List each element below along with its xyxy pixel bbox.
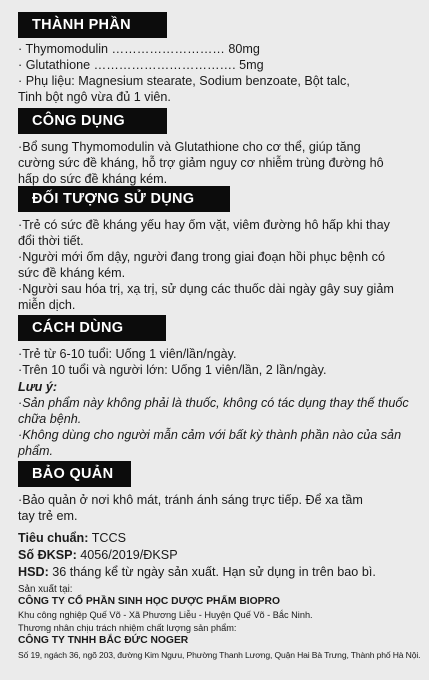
- target-line: ·Người sau hóa trị, xạ trị, sử dụng các thuốc dài ngày gây suy giảm: [18, 282, 394, 296]
- storage-line: ·Bảo quản ở nơi khô mát, tránh ánh sáng trực tiếp. Để xa tầm: [18, 493, 363, 507]
- ingredient-line: · Phụ liệu: Magnesium stearate, Sodium benzoate, Bột talc,: [18, 74, 350, 88]
- dosage-line: ·Trẻ từ 6-10 tuổi: Uống 1 viên/lần/ngày.: [18, 347, 237, 361]
- ingredient-line: · Glutathione ……………………………. 5mg: [18, 58, 264, 72]
- expiry-label: HSD:: [18, 565, 49, 579]
- trader-name: CÔNG TY TNHH BẮC ĐỨC NOGER: [18, 635, 189, 646]
- section-header-doi-tuong: ĐỐI TƯỢNG SỬ DỤNG: [18, 186, 230, 212]
- manufactured-at-label: Sản xuất tại:: [18, 584, 73, 595]
- usage-line: hấp do sức đề kháng kém.: [18, 172, 168, 186]
- dosage-line: ·Trên 10 tuổi và người lớn: Uống 1 viên/lần, 2 lần/ngày.: [18, 363, 327, 377]
- expiry-row: [18, 564, 376, 580]
- standard-label: Tiêu chuẩn:: [18, 531, 89, 545]
- target-line: sức đề kháng kém.: [18, 266, 126, 280]
- target-line: ·Người mới ốm dậy, người đang trong giai đoạn hồi phục bệnh có: [18, 250, 385, 264]
- target-line: miễn dịch.: [18, 298, 76, 312]
- caution-label: Lưu ý:: [18, 380, 58, 394]
- caution-line: phẩm.: [18, 444, 54, 458]
- target-line: đổi thời tiết.: [18, 234, 84, 248]
- registration-value: 4056/2019/ĐKSP: [76, 548, 178, 562]
- storage-line: tay trẻ em.: [18, 509, 78, 523]
- section-header-thanh-phan: THÀNH PHẦN: [18, 12, 167, 38]
- trader-address: Số 19, ngách 36, ngõ 203, đường Kim Ngưu, Phường Thanh Lương, Quận Hai Bà Trưng, Thành phố Hà Nội.: [18, 650, 421, 660]
- caution-line: chữa bệnh.: [18, 412, 82, 426]
- ingredient-line: · Thymomodulin ……………………… 80mg: [18, 42, 260, 56]
- section-header-bao-quan: BẢO QUẢN: [18, 461, 131, 487]
- usage-line: cường sức đề kháng, hỗ trợ giảm nguy cơ nhiễm trùng đường hô: [18, 156, 384, 170]
- target-line: ·Trẻ có sức đề kháng yếu hay ốm vặt, viêm đường hô hấp khi thay: [18, 218, 390, 232]
- caution-line: ·Sản phẩm này không phải là thuốc, không có tác dụng thay thế thuốc: [18, 396, 409, 410]
- usage-line: ·Bổ sung Thymomodulin và Glutathione cho cơ thể, giúp tăng: [18, 140, 361, 154]
- section-header-cach-dung: CÁCH DÙNG: [18, 315, 166, 341]
- standard-row: [18, 530, 126, 546]
- manufacturer-address: Khu công nghiệp Quế Võ - Xã Phương Liễu - Huyện Quế Võ - Bắc Ninh.: [18, 610, 313, 620]
- section-header-cong-dung: CÔNG DỤNG: [18, 108, 167, 134]
- trader-label: Thương nhân chịu trách nhiệm chất lượng sản phẩm:: [18, 623, 237, 633]
- manufacturer-name: CÔNG TY CỔ PHẦN SINH HỌC DƯỢC PHẨM BIOPRO: [18, 596, 280, 607]
- registration-row: [18, 547, 178, 563]
- expiry-value: 36 tháng kể từ ngày sản xuất. Hạn sử dụng in trên bao bì.: [48, 565, 376, 579]
- standard-value: TCCS: [88, 531, 127, 545]
- ingredient-line: Tinh bột ngô vừa đủ 1 viên.: [18, 90, 171, 104]
- caution-line: ·Không dùng cho người mẫn cảm với bất kỳ thành phần nào của sản: [18, 428, 402, 442]
- registration-label: Số ĐKSP:: [18, 548, 77, 562]
